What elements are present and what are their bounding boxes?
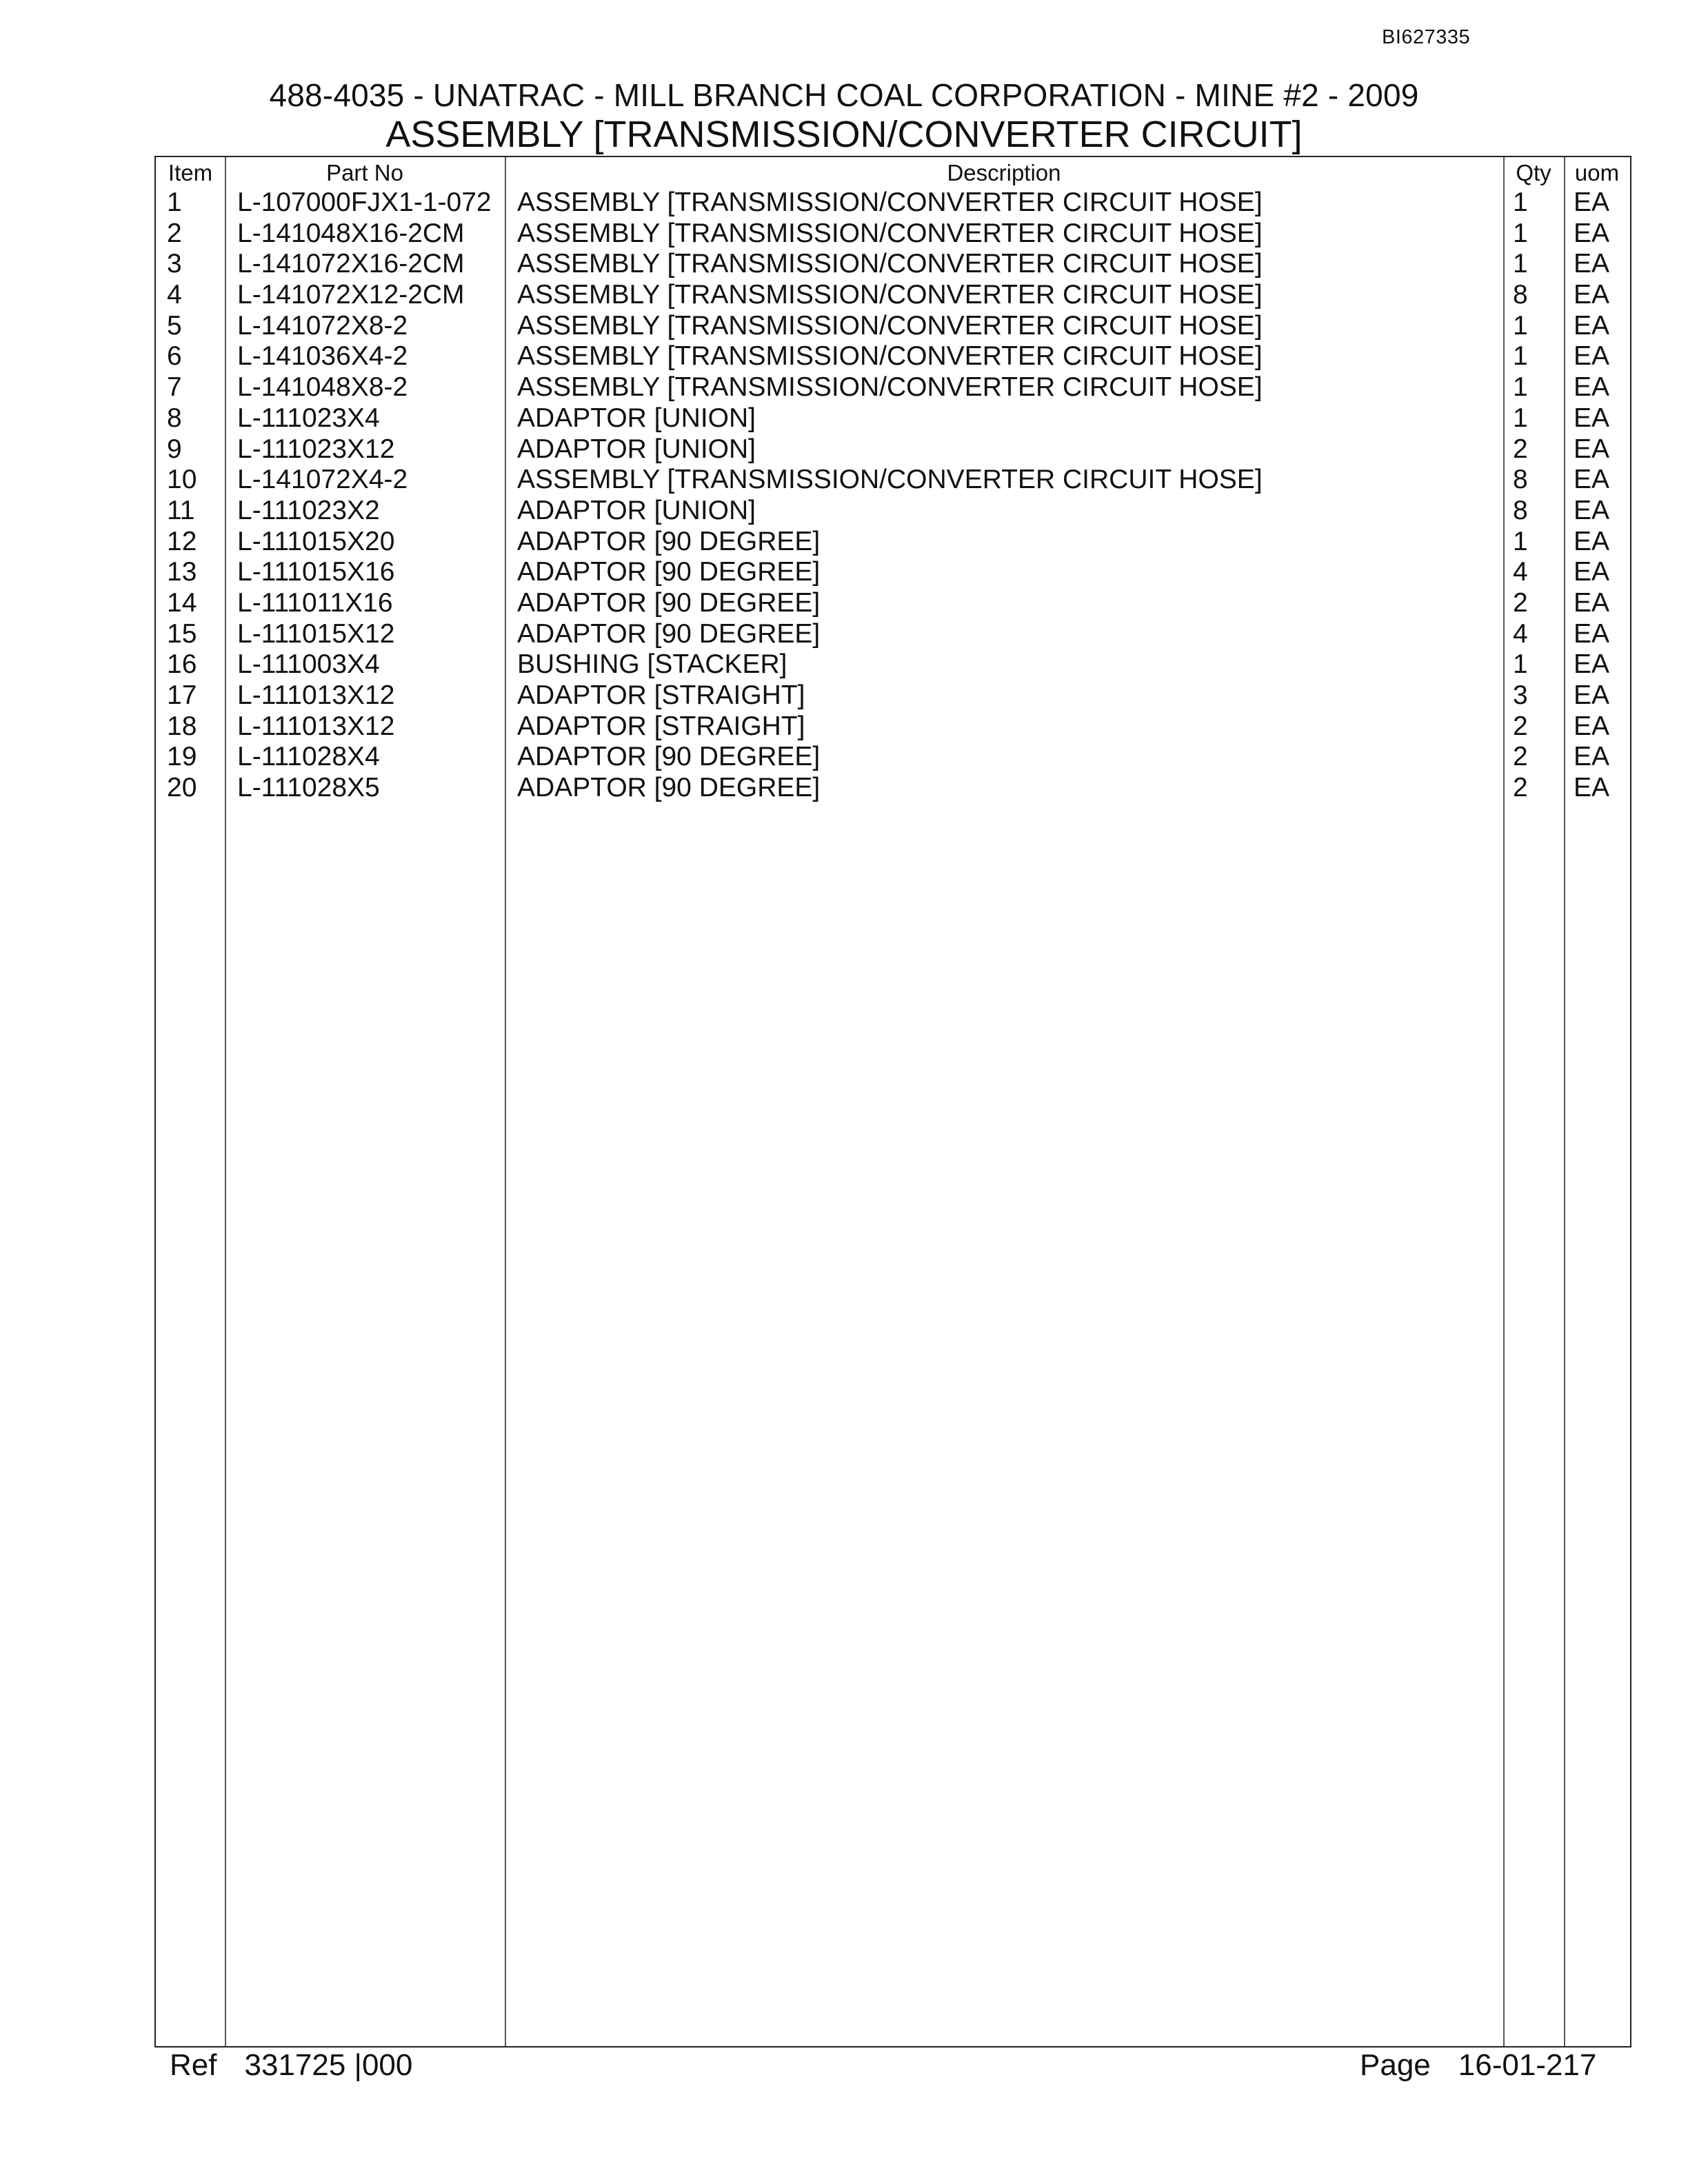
cell-description: ASSEMBLY [TRANSMISSION/CONVERTER CIRCUIT HOSE] bbox=[517, 465, 1263, 495]
cell-part-no: L-111013X12 bbox=[237, 711, 395, 741]
document-title: 488-4035 - UNATRAC - MILL BRANCH COAL CORPORATION - MINE #2 - 2009 bbox=[269, 77, 1419, 113]
cell-description: ADAPTOR [90 DEGREE] bbox=[517, 742, 821, 772]
cell-uom: EA bbox=[1574, 495, 1610, 525]
cell-item: 1 bbox=[167, 188, 182, 217]
table-row bbox=[156, 649, 1630, 680]
cell-part-no: L-111013X12 bbox=[237, 680, 395, 710]
cell-qty: 2 bbox=[1513, 587, 1528, 618]
cell-item: 6 bbox=[167, 341, 182, 372]
header-item: Item bbox=[168, 160, 213, 185]
document-subtitle: ASSEMBLY [TRANSMISSION/CONVERTER CIRCUIT] bbox=[385, 114, 1303, 155]
cell-description: ADAPTOR [90 DEGREE] bbox=[517, 587, 821, 618]
cell-qty: 1 bbox=[1513, 526, 1528, 556]
cell-uom: EA bbox=[1574, 372, 1610, 403]
cell-part-no: L-141072X16-2CM bbox=[237, 249, 465, 279]
cell-description: ADAPTOR [STRAIGHT] bbox=[517, 711, 805, 741]
cell-uom: EA bbox=[1574, 434, 1610, 464]
cell-qty: 4 bbox=[1513, 557, 1528, 587]
table-row bbox=[156, 711, 1630, 742]
cell-qty: 2 bbox=[1513, 434, 1528, 464]
cell-description: ASSEMBLY [TRANSMISSION/CONVERTER CIRCUIT HOSE] bbox=[517, 310, 1263, 341]
cell-part-no: L-141072X12-2CM bbox=[237, 280, 465, 310]
document-id: BI627335 bbox=[1382, 26, 1471, 48]
cell-qty: 2 bbox=[1513, 773, 1528, 803]
cell-item: 2 bbox=[167, 218, 182, 248]
page-number: 16-01-217 bbox=[1458, 2048, 1597, 2082]
table-row bbox=[156, 403, 1630, 434]
cell-qty: 3 bbox=[1513, 680, 1528, 710]
header-uom: uom bbox=[1574, 160, 1620, 185]
table-row bbox=[156, 372, 1630, 403]
cell-description: ADAPTOR [90 DEGREE] bbox=[517, 773, 821, 803]
cell-uom: EA bbox=[1574, 465, 1610, 495]
cell-qty: 8 bbox=[1513, 280, 1528, 310]
table-row bbox=[156, 219, 1630, 250]
ref-value: 331725 |000 bbox=[244, 2048, 413, 2082]
cell-part-no: L-111015X20 bbox=[237, 526, 395, 556]
cell-part-no: L-107000FJX1-1-072 bbox=[237, 188, 492, 217]
cell-part-no: L-111003X4 bbox=[237, 649, 380, 680]
cell-item: 20 bbox=[167, 773, 197, 803]
cell-uom: EA bbox=[1574, 188, 1610, 217]
table-row bbox=[156, 188, 1630, 219]
page-label: Page bbox=[1360, 2048, 1431, 2082]
cell-uom: EA bbox=[1574, 310, 1610, 341]
cell-qty: 1 bbox=[1513, 218, 1528, 248]
cell-uom: EA bbox=[1574, 280, 1610, 310]
cell-qty: 2 bbox=[1513, 711, 1528, 741]
table-row bbox=[156, 434, 1630, 465]
table-row bbox=[156, 619, 1630, 650]
cell-part-no: L-111028X4 bbox=[237, 742, 380, 772]
cell-qty: 1 bbox=[1513, 249, 1528, 279]
footer-page bbox=[1360, 2046, 1596, 2085]
table-row bbox=[156, 588, 1630, 619]
cell-part-no: L-141072X4-2 bbox=[237, 465, 408, 495]
table-row bbox=[156, 465, 1630, 496]
cell-item: 3 bbox=[167, 249, 182, 279]
cell-qty: 2 bbox=[1513, 742, 1528, 772]
cell-part-no: L-111023X12 bbox=[237, 434, 395, 464]
cell-qty: 8 bbox=[1513, 465, 1528, 495]
cell-uom: EA bbox=[1574, 218, 1610, 248]
cell-description: ADAPTOR [90 DEGREE] bbox=[517, 557, 821, 587]
table-row bbox=[156, 496, 1630, 527]
table-row bbox=[156, 773, 1630, 804]
table-row bbox=[156, 557, 1630, 588]
cell-description: ADAPTOR [UNION] bbox=[517, 403, 756, 433]
cell-description: ADAPTOR [90 DEGREE] bbox=[517, 618, 821, 649]
cell-qty: 1 bbox=[1513, 188, 1528, 217]
cell-part-no: L-111015X12 bbox=[237, 618, 395, 649]
table-body bbox=[156, 188, 1630, 804]
cell-uom: EA bbox=[1574, 742, 1610, 772]
cell-item: 9 bbox=[167, 434, 182, 464]
cell-description: ASSEMBLY [TRANSMISSION/CONVERTER CIRCUIT HOSE] bbox=[517, 341, 1263, 372]
cell-item: 7 bbox=[167, 372, 182, 403]
cell-description: BUSHING [STACKER] bbox=[517, 649, 787, 680]
cell-part-no: L-141072X8-2 bbox=[237, 310, 408, 341]
table-row bbox=[156, 742, 1630, 773]
cell-description: ASSEMBLY [TRANSMISSION/CONVERTER CIRCUIT HOSE] bbox=[517, 372, 1263, 403]
cell-uom: EA bbox=[1574, 403, 1610, 433]
cell-part-no: L-111028X5 bbox=[237, 773, 380, 803]
cell-part-no: L-141048X16-2CM bbox=[237, 218, 465, 248]
cell-uom: EA bbox=[1574, 680, 1610, 710]
cell-description: ASSEMBLY [TRANSMISSION/CONVERTER CIRCUIT HOSE] bbox=[517, 280, 1263, 310]
cell-item: 17 bbox=[167, 680, 197, 710]
cell-part-no: L-141048X8-2 bbox=[237, 372, 408, 403]
cell-part-no: L-141036X4-2 bbox=[237, 341, 408, 372]
cell-uom: EA bbox=[1574, 341, 1610, 372]
cell-qty: 1 bbox=[1513, 372, 1528, 403]
cell-description: ASSEMBLY [TRANSMISSION/CONVERTER CIRCUIT HOSE] bbox=[517, 249, 1263, 279]
cell-description: ASSEMBLY [TRANSMISSION/CONVERTER CIRCUIT HOSE] bbox=[517, 188, 1263, 217]
cell-item: 10 bbox=[167, 465, 197, 495]
cell-description: ADAPTOR [UNION] bbox=[517, 434, 756, 464]
cell-description: ADAPTOR [STRAIGHT] bbox=[517, 680, 805, 710]
cell-qty: 1 bbox=[1513, 403, 1528, 433]
header-part-no: Part No bbox=[326, 160, 403, 185]
table-row bbox=[156, 249, 1630, 280]
cell-item: 16 bbox=[167, 649, 197, 680]
parts-table bbox=[154, 156, 1631, 2048]
cell-item: 19 bbox=[167, 742, 197, 772]
cell-description: ADAPTOR [UNION] bbox=[517, 495, 756, 525]
cell-item: 15 bbox=[167, 618, 197, 649]
cell-item: 4 bbox=[167, 280, 182, 310]
cell-uom: EA bbox=[1574, 773, 1610, 803]
table-row bbox=[156, 280, 1630, 311]
header-qty: Qty bbox=[1516, 160, 1551, 185]
cell-uom: EA bbox=[1574, 649, 1610, 680]
cell-item: 11 bbox=[167, 495, 195, 525]
cell-part-no: L-111015X16 bbox=[237, 557, 395, 587]
cell-uom: EA bbox=[1574, 618, 1610, 649]
cell-part-no: L-111023X4 bbox=[237, 403, 380, 433]
cell-qty: 1 bbox=[1513, 341, 1528, 372]
cell-qty: 4 bbox=[1513, 618, 1528, 649]
cell-item: 12 bbox=[167, 526, 197, 556]
cell-part-no: L-111023X2 bbox=[237, 495, 380, 525]
cell-item: 8 bbox=[167, 403, 182, 433]
cell-uom: EA bbox=[1574, 526, 1610, 556]
cell-uom: EA bbox=[1574, 249, 1610, 279]
cell-qty: 8 bbox=[1513, 495, 1528, 525]
table-row bbox=[156, 527, 1630, 558]
cell-qty: 1 bbox=[1513, 310, 1528, 341]
cell-item: 18 bbox=[167, 711, 197, 741]
cell-description: ADAPTOR [90 DEGREE] bbox=[517, 526, 821, 556]
cell-uom: EA bbox=[1574, 711, 1610, 741]
footer-ref bbox=[170, 2046, 412, 2085]
ref-label: Ref bbox=[170, 2048, 217, 2082]
table-row bbox=[156, 680, 1630, 711]
cell-item: 14 bbox=[167, 587, 197, 618]
cell-qty: 1 bbox=[1513, 649, 1528, 680]
cell-item: 5 bbox=[167, 310, 182, 341]
cell-part-no: L-111011X16 bbox=[237, 587, 393, 618]
cell-uom: EA bbox=[1574, 587, 1610, 618]
cell-item: 13 bbox=[167, 557, 197, 587]
cell-uom: EA bbox=[1574, 557, 1610, 587]
table-row bbox=[156, 311, 1630, 342]
header-description: Description bbox=[947, 160, 1061, 185]
cell-description: ASSEMBLY [TRANSMISSION/CONVERTER CIRCUIT HOSE] bbox=[517, 218, 1263, 248]
table-row bbox=[156, 341, 1630, 372]
